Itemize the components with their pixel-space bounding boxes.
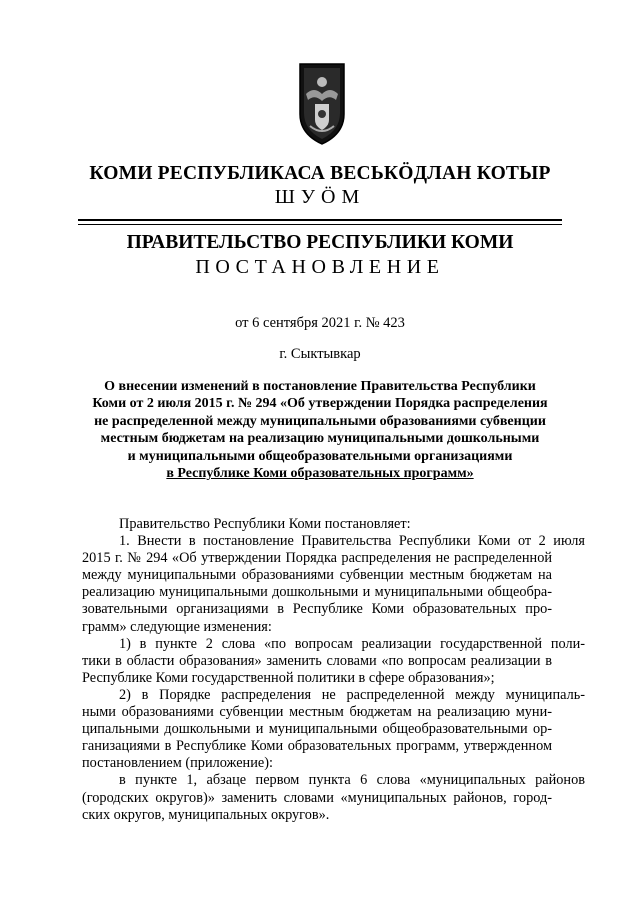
resolution-subject	[80, 378, 560, 482]
komi-government-title: КОМИ РЕСПУБЛИКАСА ВЕСЬКӦДЛАН КОТЫР	[89, 163, 551, 184]
subject-line: О внесении изменений в постановление Правительства Республики	[104, 379, 536, 394]
body-intro: Правительство Республики Коми постановляет:	[119, 516, 411, 532]
sub1-line: тики в области образования» заменить словами «по вопросам реализации в	[82, 652, 552, 669]
resolution-date-number: от 6 сентября 2021 г. № 423	[235, 315, 405, 331]
item1-line: грамм» следующие изменения:	[82, 618, 272, 635]
russian-resolution-subtitle: ПОСТАНОВЛЕНИЕ	[195, 256, 445, 278]
item1-line: реализацию муниципальными дошкольными и муниципальными общеобра-	[82, 584, 552, 601]
sub1-line: Республике Коми государственной политики в сфере образования»;	[82, 669, 495, 686]
subject-line: Коми от 2 июля 2015 г. № 294 «Об утверждении Порядка распределения	[92, 396, 548, 412]
sub2-line: постановлением (приложение):	[82, 755, 273, 772]
russian-government-title: ПРАВИТЕЛЬСТВО РЕСПУБЛИКИ КОМИ	[126, 232, 514, 253]
header-divider-thin	[78, 224, 562, 225]
coat-of-arms-emblem	[296, 60, 348, 146]
item1-line: зовательными организациями в Республике Коми образовательных про-	[82, 601, 552, 618]
subject-line: и муниципальными общеобразовательными организациями	[127, 448, 513, 464]
item1-line: между муниципальными образованиями субвенции местным бюджетам на	[82, 567, 552, 584]
para3-line: (городских округов)» заменить словами «муниципальных районов, город-	[82, 789, 552, 806]
para3-line: в пункте 1, абзаце первом пункта 6 слова «муниципальных районов	[119, 772, 585, 789]
sub2-line: 2) в Порядке распределения не распределенной между муниципаль-	[119, 686, 585, 703]
subject-line: местным бюджетам на реализацию муниципальными дошкольными	[100, 431, 540, 447]
resolution-city: г. Сыктывкар	[279, 346, 361, 362]
subject-line-underlined: в Республике Коми образовательных программ»	[166, 466, 474, 482]
para3-line: ских округов, муниципальных округов».	[82, 806, 330, 823]
sub2-line: ганизациями в Республике Коми образовательных программ, утвержденном	[82, 738, 552, 755]
subject-line: не распределенной между муниципальными образованиями субвенции	[94, 413, 546, 429]
item1-line: 1. Внести в постановление Правительства Республики Коми от 2 июля	[119, 533, 585, 550]
item1-line: 2015 г. № 294 «Об утверждении Порядка распределения не распределенной	[82, 550, 552, 567]
komi-resolution-subtitle: ШУÖМ	[274, 186, 366, 208]
sub1-line: 1) в пункте 2 слова «по вопросам реализации государственной поли-	[119, 635, 585, 652]
resolution-body	[82, 516, 585, 824]
sub2-line: ными образованиями субвенции местным бюджетам на реализацию муни-	[82, 704, 552, 721]
sub2-line: ципальными дошкольными и муниципальными общеобразовательными ор-	[82, 721, 552, 738]
header-divider-thick	[78, 219, 562, 221]
